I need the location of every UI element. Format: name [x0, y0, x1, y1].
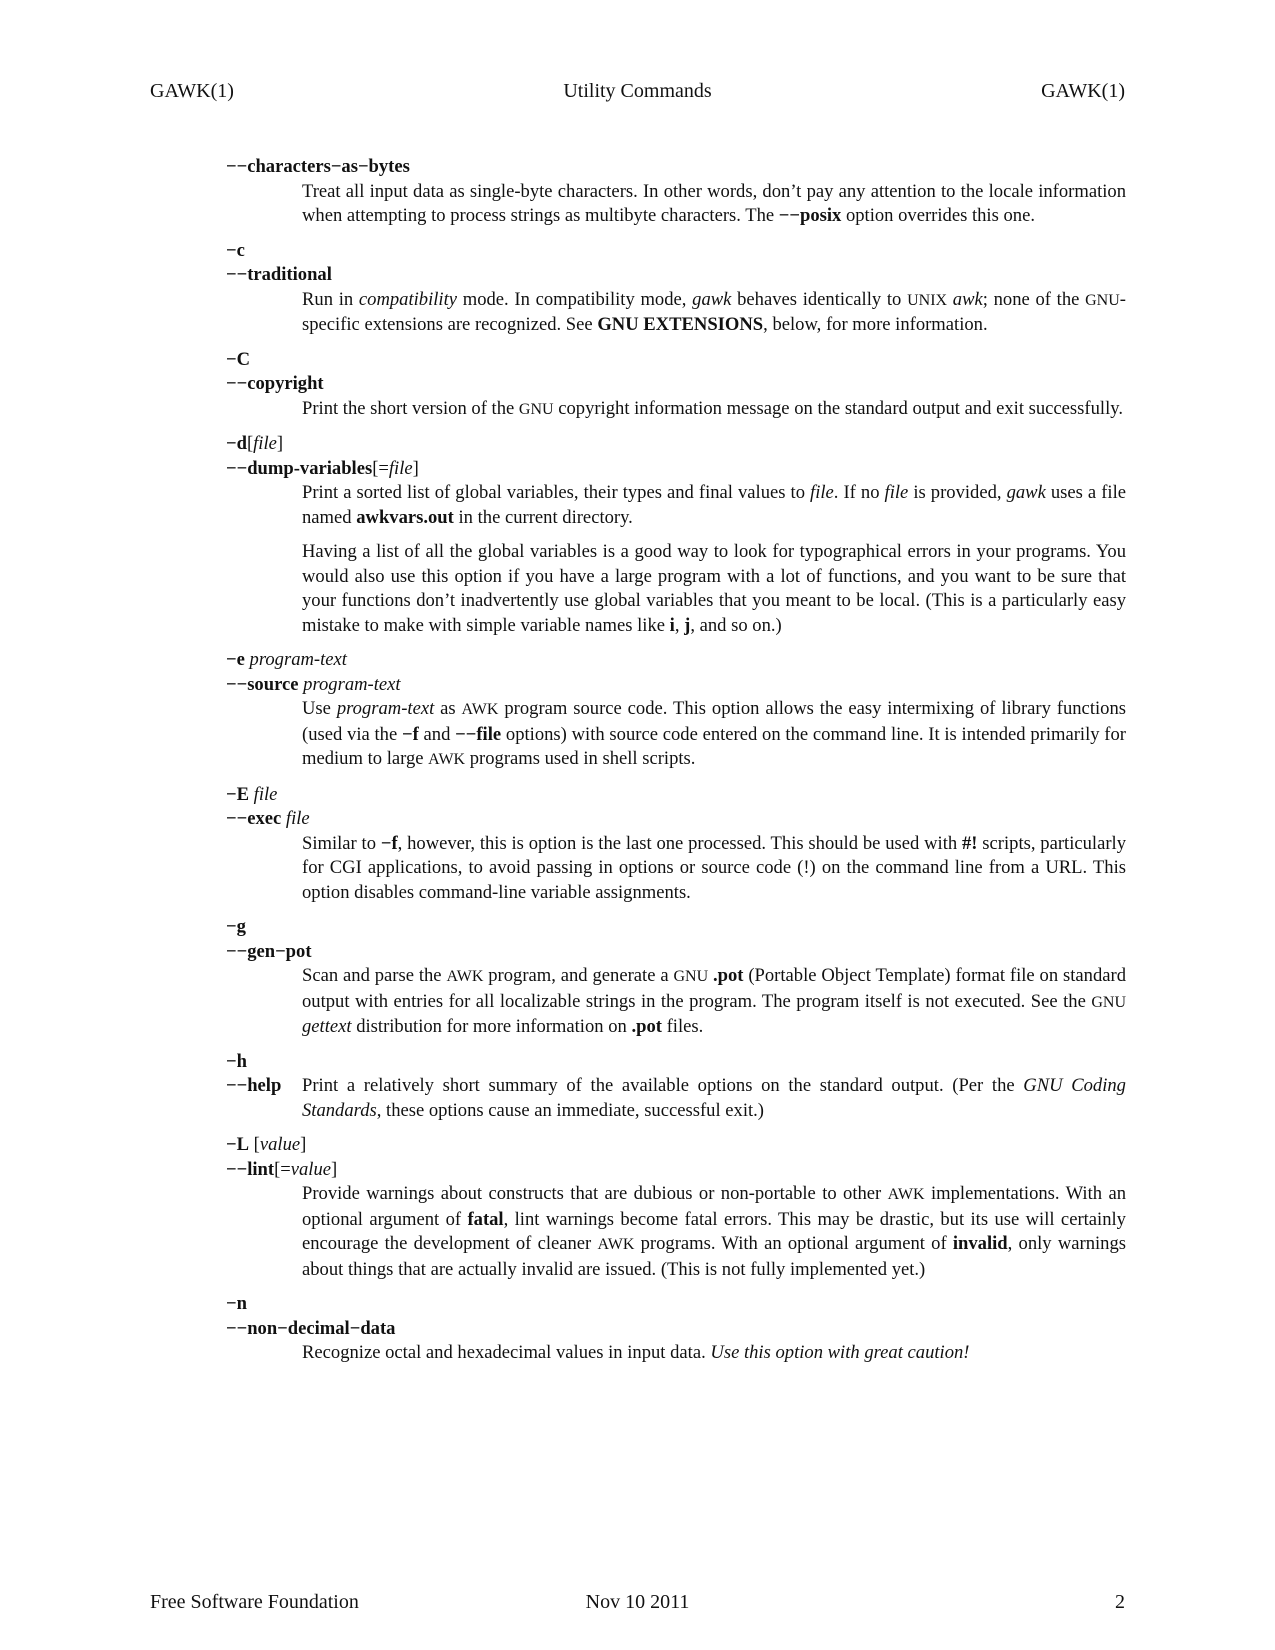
- option-flag-long: −−traditional: [226, 264, 332, 285]
- option-flag-long: −−help: [226, 1075, 282, 1096]
- option-flag-long: −−dump-variables[=file]: [226, 457, 419, 479]
- header-center: Utility Commands: [563, 80, 712, 102]
- option-non-decimal-data: [226, 1292, 1126, 1366]
- footer-left: Free Software Foundation: [150, 1591, 359, 1613]
- option-help-row: [226, 1074, 1126, 1123]
- option-flag-long: −−source program-text: [226, 673, 401, 695]
- option-description: Scan and parse the AWK program, and generate a GNU .pot (Portable Object Template) format file on standard output with entries for all localizable strings in the program. The program itself is not executed. See the GNU gettext distribution for more information on .pot files.: [302, 965, 1126, 1037]
- option-description: Recognize octal and hexadecimal values in input data. Use this option with great caution!: [302, 1342, 970, 1363]
- option-flag-long: −−copyright: [226, 373, 324, 394]
- option-flag-short: −n: [226, 1293, 247, 1314]
- option-flag-short: −e program-text: [226, 649, 347, 670]
- option-description: [302, 481, 1126, 638]
- option-flag-long: −−gen−pot: [226, 940, 312, 962]
- option-description: Use program-text as AWK program source code. This option allows the easy intermixing of library functions (used via the −f and −−file options) with source code entered on the command line. It is intended primarily for medium to large AWK programs used in shell scripts.: [302, 698, 1126, 769]
- header-left: GAWK(1): [150, 80, 234, 102]
- option-flag-long: −−non−decimal−data: [226, 1317, 396, 1339]
- option-flag-long: −−lint[=value]: [226, 1158, 338, 1180]
- option-flag-short: −c: [226, 239, 245, 261]
- option-flag-short: −d[file]: [226, 433, 284, 454]
- option-description: Print a relatively short summary of the available options on the standard output. (Per the GNU Coding Standards, these options cause an immediate, successful exit.): [302, 1075, 1126, 1121]
- option-source: [226, 648, 1126, 773]
- header-right: GAWK(1): [1041, 80, 1125, 102]
- option-exec: [226, 783, 1126, 906]
- option-flag: −−characters−as−bytes: [226, 156, 410, 177]
- option-help: [226, 1050, 1126, 1124]
- option-gen-pot: [226, 915, 1126, 1040]
- option-description: Print the short version of the GNU copyright information message on the standard output and exit successfully.: [302, 397, 1123, 419]
- option-characters-as-bytes: [226, 155, 1126, 229]
- option-copyright: [226, 348, 1126, 423]
- option-flag-short: −E file: [226, 783, 278, 805]
- options-list: [226, 155, 1126, 1376]
- option-flag-short: −g: [226, 916, 246, 937]
- page-number: 2: [1115, 1591, 1125, 1613]
- description-paragraph: Having a list of all the global variables is a good way to look for typographical errors in your programs. You would also use this option if you have a large program with a lot of functions, and you want to be sure that your functions don’t inadvertently use global variables that you meant to be local. (This is a particularly easy mistake to make with simple variable names like i, j, and so on.): [302, 541, 1126, 636]
- option-flag-short: −C: [226, 348, 251, 370]
- option-flag-long: −−exec file: [226, 808, 310, 829]
- option-traditional: [226, 239, 1126, 338]
- option-lint: [226, 1133, 1126, 1282]
- footer-date: Nov 10 2011: [585, 1591, 690, 1613]
- option-flag-short: −L [value]: [226, 1134, 307, 1155]
- option-description: Run in compatibility mode. In compatibility mode, gawk behaves identically to UNIX awk; none of the GNU-specific extensions are recognized. See GNU EXTENSIONS, below, for more information.: [302, 288, 1126, 335]
- option-flag-short: −h: [226, 1050, 247, 1072]
- option-description: Similar to −f, however, this is option is the last one processed. This should be used with #! scripts, particularly for CGI applications, to avoid passing in options or source code (!) on the command line from a URL. This option disables command-line variable assignments.: [302, 832, 1127, 903]
- description-paragraph: Print a sorted list of global variables, their types and final values to file. If no file is provided, gawk uses a file named awkvars.out in the current directory.: [302, 482, 1126, 528]
- option-dump-variables: [226, 432, 1126, 638]
- option-description: Treat all input data as single-byte characters. In other words, don’t pay any attention to the locale information when attempting to process strings as multibyte characters. The −−posix option overrides this one.: [302, 180, 1126, 226]
- option-description: Provide warnings about constructs that are dubious or non-portable to other AWK implementations. With an optional argument of fatal, lint warnings become fatal errors. This may be drastic, but its use will certainly encourage the development of cleaner AWK programs. With an optional argument of invalid, only warnings about things that are actually invalid are issued. (This is not fully implemented yet.): [302, 1183, 1127, 1280]
